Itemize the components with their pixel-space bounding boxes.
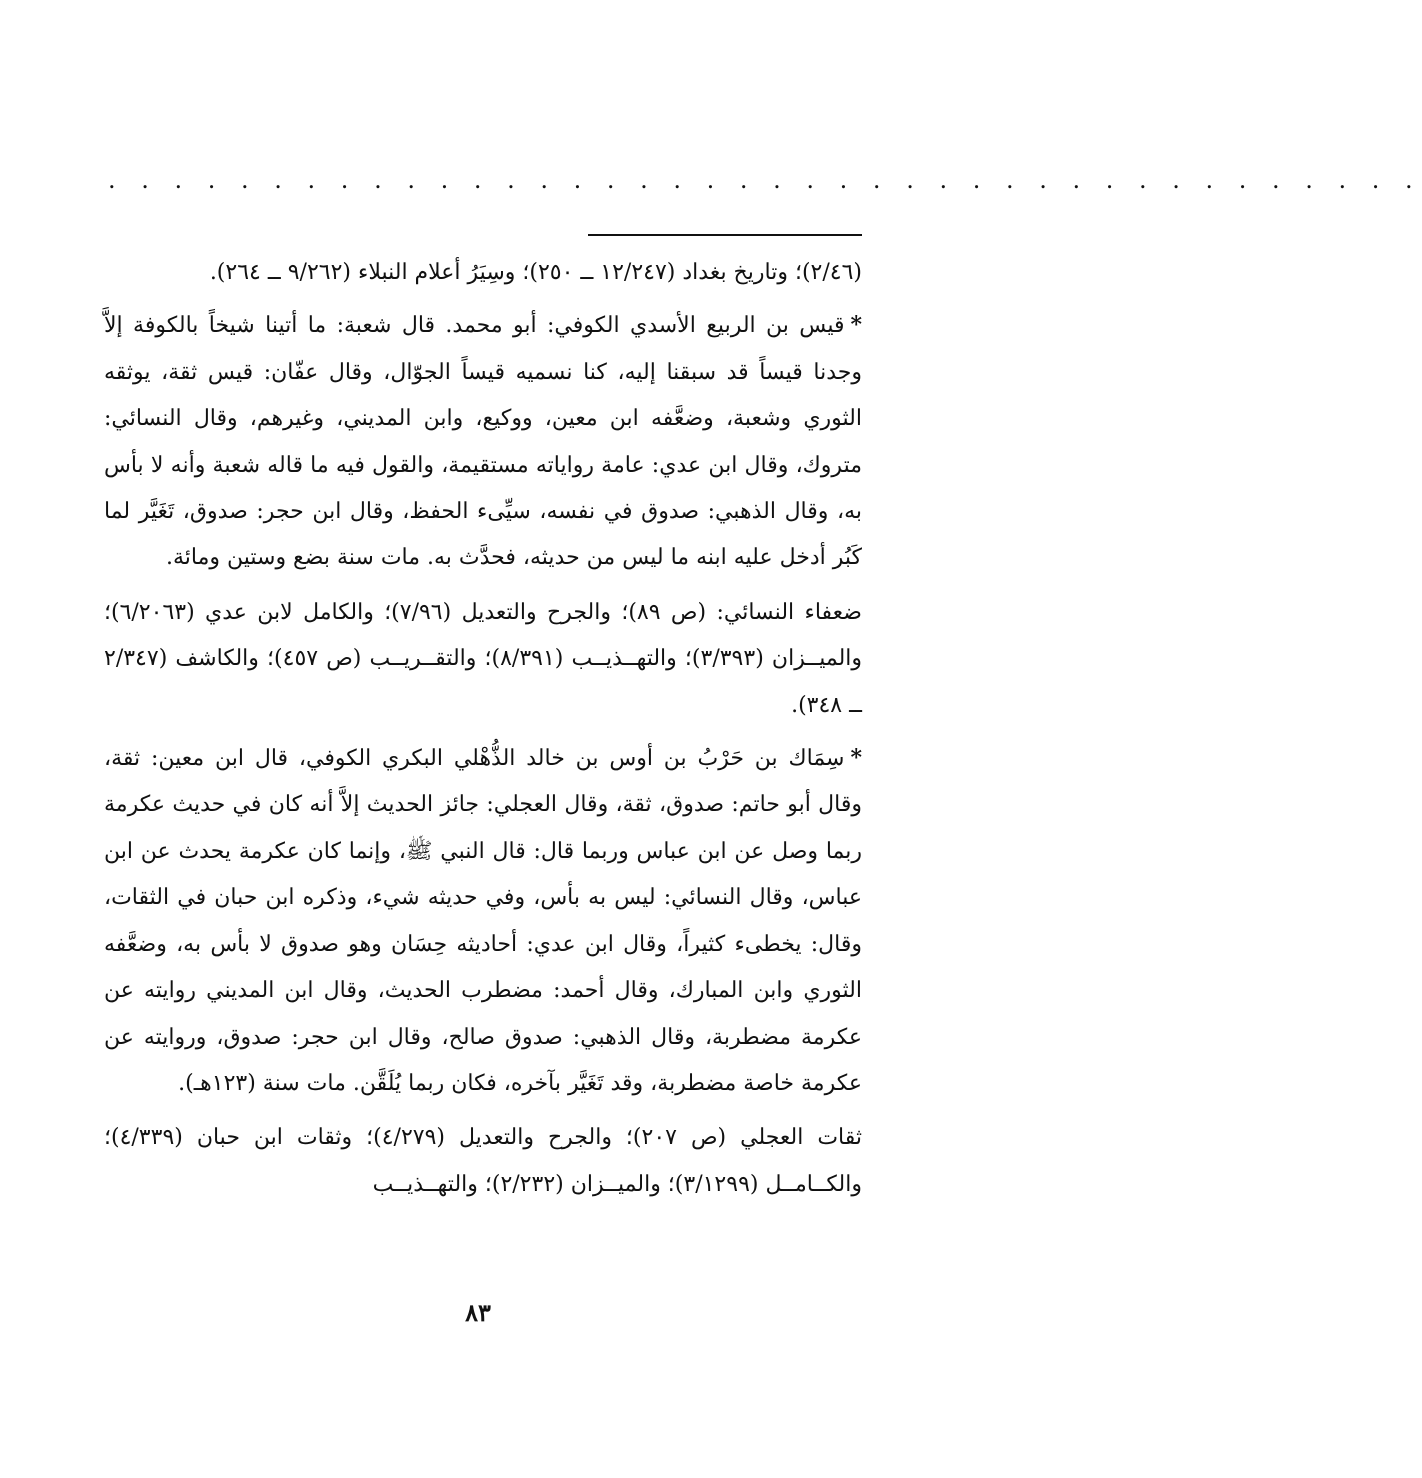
narrator-entry [104, 735, 862, 1107]
entry-star-marker: * [850, 745, 862, 772]
dotted-separator: . . . . . . . . . . . . . . . . . . . . . . . . . . . . . . . . . . . . . . . . [108, 166, 1422, 194]
paragraph-text: قيس بن الربيع الأسدي الكوفي: أبو محمد. قال شعبة: ما أتينا شيخاً بالكوفة إلاَّ وجدنا قيساً قد سبقنا إليه، كنا نسميه قيساً الجوّال، وقال عفّان: قيس ثقة، يوثقه الثوري وشعبة، وضعَّفه ابن معين، ووكيع، وابن المديني، وغيرهم، وقال النسائي: متروك، وقال ابن عدي: عامة رواياته مستقيمة، والقول فيه ما قاله شعبة وأنه لا بأس به، وقال الذهبي: صدوق في نفسه، سيِّىء الحفظ، وقال ابن حجر: صدوق، تَغَيَّر لما كَبُر أدخل عليه ابنه ما ليس من حديثه، فحدَّث به. مات سنة بضع وستين ومائة. [104, 313, 862, 571]
reference-paragraph [104, 590, 862, 729]
paragraph-text: ثقات العجلي (ص ٢٠٧)؛ والجرح والتعديل (٤/٢٧٩)؛ وثقات ابن حبان (٤/٣٣٩)؛ والكــامــل (٣/١٢٩٩)؛ والميــزان (٢/٢٣٢)؛ والتهــذيــب [104, 1125, 862, 1197]
narrator-entry [104, 302, 862, 581]
reference-paragraph [104, 250, 862, 296]
paragraph-text: (٢/٤٦)؛ وتاريخ بغداد (١٢/٢٤٧ ــ ٢٥٠)؛ وسِيَرُ أعلام النبلاء (٩/٢٦٢ ــ ٢٦٤). [209, 260, 862, 285]
footnote-rule [588, 234, 862, 236]
page-number: ٨٣ [465, 1298, 491, 1327]
reference-paragraph [104, 1115, 862, 1208]
entry-star-marker: * [850, 312, 862, 339]
paragraph-text: سِمَاك بن حَرْبُ بن أوس بن خالد الذُّهْلي البكري الكوفي، قال ابن معين: ثقة، وقال أبو حاتم: صدوق، ثقة، وقال العجلي: جائز الحديث إلاَّ أنه كان في حديث عكرمة ربما وصل عن ابن عباس وربما قال: قال النبي ﷺ، وإنما كان عكرمة يحدث عن ابن عباس، وقال النسائي: ليس به بأس، وفي حديثه شيء، وذكره ابن حبان في الثقات، وقال: يخطىء كثيراً، وقال ابن عدي: أحاديثه حِسَان وهو صدوق لا بأس به، وضعَّفه الثوري وابن المبارك، وقال أحمد: مضطرب الحديث، وقال ابن المديني روايته عن عكرمة مضطربة، وقال الذهبي: صدوق صالح، وقال ابن حجر: صدوق، وروايته عن عكرمة خاصة مضطربة، وقد تَغَيَّر بآخره، فكان ربما يُلَقَّن. مات سنة (١٢٣هـ). [104, 746, 862, 1096]
paragraph-text: ضعفاء النسائي: (ص ٨٩)؛ والجرح والتعديل (٧/٩٦)؛ والكامل لابن عدي (٦/٢٠٦٣)؛ والميــزان (٣/٣٩٣)؛ والتهــذيــب (٨/٣٩١)؛ والتقــريــب (ص ٤٥٧)؛ والكاشف (٢/٣٤٧ ــ ٣٤٨). [104, 599, 863, 718]
footnote-body [104, 250, 862, 1214]
